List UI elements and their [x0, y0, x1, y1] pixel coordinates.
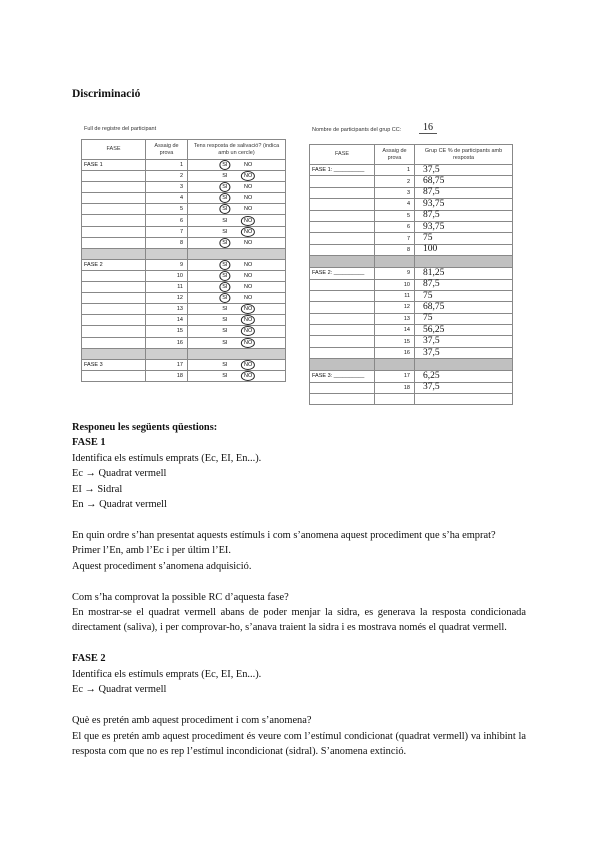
- trial-number: 4: [146, 193, 188, 204]
- fase1-identify: Identifica els estímuls emprats (Ec, EI, En...).: [72, 452, 262, 464]
- left-table-caption: Full de registre del participant: [84, 126, 157, 132]
- percent-value: 100: [415, 244, 513, 255]
- table-row: [82, 160, 286, 171]
- fase-cell: [82, 226, 146, 237]
- response-cell: [188, 226, 286, 237]
- response-cell: [188, 370, 286, 381]
- yes-option: SI: [219, 238, 230, 248]
- table-row: [82, 359, 286, 370]
- response-cell: [188, 237, 286, 248]
- fase-cell: [310, 336, 375, 347]
- fase-cell: [82, 215, 146, 226]
- no-option: NO: [244, 272, 253, 279]
- no-option: NO: [241, 216, 255, 226]
- response-cell: [188, 171, 286, 182]
- trial-number: 3: [146, 182, 188, 193]
- table-row: [310, 244, 513, 255]
- fase-cell: [310, 382, 375, 393]
- trial-number: 9: [375, 268, 415, 279]
- table-row: [310, 165, 513, 176]
- fase-cell: [310, 279, 375, 290]
- no-option: NO: [244, 162, 253, 169]
- yes-option: SI: [219, 293, 230, 303]
- percent-value: 93,75: [415, 221, 513, 232]
- no-option: NO: [244, 261, 253, 268]
- trial-number: 16: [375, 347, 415, 358]
- fase-cell: [310, 290, 375, 301]
- response-cell: [188, 182, 286, 193]
- yes-option: SI: [222, 328, 228, 335]
- fase-cell: [310, 176, 375, 187]
- trial-number: 16: [146, 337, 188, 348]
- no-option: NO: [244, 195, 253, 202]
- fase2-identify: Identifica els estímuls emprats (Ec, EI, En...).: [72, 668, 262, 680]
- fase-cell: [310, 313, 375, 324]
- no-option: NO: [241, 371, 255, 381]
- trial-number: 18: [375, 382, 415, 393]
- yes-option: SI: [219, 193, 230, 203]
- question-aim: Què es pretén amb aquest procediment i com s’anomena?: [72, 715, 312, 727]
- no-option: NO: [241, 227, 255, 237]
- fase-cell: [82, 270, 146, 281]
- no-option: NO: [241, 360, 255, 370]
- no-option: NO: [241, 326, 255, 336]
- percent-value: 75: [415, 233, 513, 244]
- fase1-heading: FASE 1: [72, 437, 106, 449]
- trial-number: 13: [375, 313, 415, 324]
- trial-number: 6: [375, 221, 415, 232]
- left-table-header: [82, 140, 286, 160]
- table-row: [310, 336, 513, 347]
- trial-number: 5: [375, 210, 415, 221]
- response-cell: [188, 215, 286, 226]
- table-row: [82, 304, 286, 315]
- fase-cell: [82, 326, 146, 337]
- yes-option: SI: [219, 260, 230, 270]
- yes-option: SI: [222, 361, 228, 368]
- table-row: [310, 347, 513, 358]
- fase-cell: [82, 370, 146, 381]
- no-option: NO: [244, 284, 253, 291]
- table-row: [82, 315, 286, 326]
- trial-number: 15: [146, 326, 188, 337]
- no-option: NO: [244, 295, 253, 302]
- right-table-caption: Nombre de participants del grup CC:: [312, 127, 402, 133]
- fase-cell: FASE 1: __________: [310, 165, 375, 176]
- fase-cell: [82, 304, 146, 315]
- table-row: [310, 382, 513, 393]
- percent-value: 37,5: [415, 165, 513, 176]
- right-header-cell: FASE: [310, 145, 375, 165]
- fase-cell: FASE 3: __________: [310, 371, 375, 382]
- trial-number: 12: [375, 302, 415, 313]
- yes-option: SI: [222, 372, 228, 379]
- table-row: [82, 326, 286, 337]
- no-option: NO: [241, 338, 255, 348]
- fase-cell: [82, 237, 146, 248]
- table-row: [82, 204, 286, 215]
- table-row: [82, 193, 286, 204]
- trial-number: 14: [146, 315, 188, 326]
- response-cell: [188, 193, 286, 204]
- fase-cell: [82, 282, 146, 293]
- question-order: En quin ordre s’han presentat aquests estímuls i com s’anomena aquest procediment que s’ha emprat?: [72, 529, 496, 541]
- response-cell: [188, 337, 286, 348]
- table-row: [82, 171, 286, 182]
- table-row: [310, 325, 513, 336]
- table-row: [310, 233, 513, 244]
- table-row: [310, 176, 513, 187]
- yes-option: SI: [219, 204, 230, 214]
- no-option: NO: [241, 304, 255, 314]
- yes-option: SI: [222, 306, 228, 313]
- questions-heading: Responeu les següents qüestions:: [72, 422, 218, 433]
- answer-order-2: Aquest procediment s’anomena adquisició.: [72, 560, 252, 572]
- table-row: [82, 237, 286, 248]
- percent-value: 37,5: [415, 336, 513, 347]
- percent-value: 87,5: [415, 210, 513, 221]
- participant-record-table: [81, 139, 286, 382]
- yes-option: SI: [219, 271, 230, 281]
- group-ce-table: [309, 144, 513, 405]
- table-row: [82, 215, 286, 226]
- yes-option: SI: [222, 173, 228, 180]
- fase-cell: [82, 315, 146, 326]
- percent-value: 37,5: [415, 382, 513, 393]
- response-cell: [188, 315, 286, 326]
- trial-number: 10: [146, 270, 188, 281]
- table-row: [82, 282, 286, 293]
- left-header-cell: Assaig de prova: [146, 140, 188, 160]
- question-rc: Com s’ha comprovat la possible RC d’aquesta fase?: [72, 591, 289, 603]
- trial-number: 7: [375, 233, 415, 244]
- fase1-ec: Ec → Quadrat vermell: [72, 468, 167, 480]
- table-row: [310, 279, 513, 290]
- no-option: NO: [241, 315, 255, 325]
- table-row: [82, 226, 286, 237]
- response-cell: [188, 204, 286, 215]
- answer-aim: El que es pretén amb aquest procediment és veure com l’estímul condicionat (quadrat vermell) va inhibint la resposta com que no es rep l’estímul incondicionat (sidral). S’anomena extinció.: [72, 730, 526, 757]
- table-row: [82, 259, 286, 270]
- answer-rc: En mostrar-se el quadrat vermell abans de poder menjar la sidra, es generava la resposta condicionada directament (saliva), i per comprovar-ho, s’anava traient la sidra i es mostrava només el quadrat vermell.: [72, 607, 526, 634]
- trial-number: 11: [146, 282, 188, 293]
- percent-value: 81,25: [415, 268, 513, 279]
- table-row: [82, 337, 286, 348]
- response-cell: [188, 160, 286, 171]
- trial-number: 1: [375, 165, 415, 176]
- left-header-cell: FASE: [82, 140, 146, 160]
- right-header-cell: Grup CE % de participants amb resposta: [415, 145, 513, 165]
- percent-value: 93,75: [415, 199, 513, 210]
- table-row: [310, 268, 513, 279]
- trial-number: 3: [375, 187, 415, 198]
- response-cell: [188, 359, 286, 370]
- percent-value: 37,5: [415, 347, 513, 358]
- fase-cell: [82, 171, 146, 182]
- separator-row: [310, 359, 513, 371]
- separator-row: [82, 348, 286, 359]
- trial-number: 18: [146, 370, 188, 381]
- fase1-ei: EI → Sidral: [72, 483, 123, 495]
- fase-cell: [310, 221, 375, 232]
- table-row: [82, 370, 286, 381]
- yes-option: SI: [219, 182, 230, 192]
- fase-cell: [82, 193, 146, 204]
- trial-number: 4: [375, 199, 415, 210]
- table-row: [310, 221, 513, 232]
- separator-row: [82, 248, 286, 259]
- trial-number: 15: [375, 336, 415, 347]
- no-option: NO: [241, 171, 255, 181]
- response-cell: [188, 293, 286, 304]
- percent-value: 56,25: [415, 325, 513, 336]
- response-cell: [188, 270, 286, 281]
- yes-option: SI: [222, 228, 228, 235]
- yes-option: SI: [222, 317, 228, 324]
- trial-number: 10: [375, 279, 415, 290]
- percent-value: 87,5: [415, 187, 513, 198]
- trial-number: 1: [146, 160, 188, 171]
- table-row: [82, 182, 286, 193]
- percent-value: 68,75: [415, 176, 513, 187]
- fase-cell: [82, 337, 146, 348]
- trial-number: 11: [375, 290, 415, 301]
- trial-number: 13: [146, 304, 188, 315]
- fase-cell: [310, 210, 375, 221]
- trial-number: 7: [146, 226, 188, 237]
- fase-cell: [82, 182, 146, 193]
- yes-option: SI: [219, 160, 230, 170]
- trial-number: 9: [146, 259, 188, 270]
- table-row: [310, 210, 513, 221]
- response-cell: [188, 304, 286, 315]
- table-row: [310, 313, 513, 324]
- fase-cell: [310, 325, 375, 336]
- table-row: [310, 199, 513, 210]
- trial-number: 17: [146, 359, 188, 370]
- trial-number: 8: [375, 244, 415, 255]
- right-header-cell: Assaig de prova: [375, 145, 415, 165]
- percent-value: 68,75: [415, 302, 513, 313]
- fase-cell: FASE 2: [82, 259, 146, 270]
- empty-row: [310, 394, 513, 405]
- trial-number: 2: [375, 176, 415, 187]
- fase-cell: [82, 204, 146, 215]
- percent-value: 6,25: [415, 371, 513, 382]
- table-row: [82, 270, 286, 281]
- fase-cell: [82, 293, 146, 304]
- table-row: [310, 302, 513, 313]
- trial-number: 5: [146, 204, 188, 215]
- fase2-heading: FASE 2: [72, 653, 106, 665]
- no-option: NO: [244, 206, 253, 213]
- percent-value: 75: [415, 290, 513, 301]
- table-row: [310, 187, 513, 198]
- page-title: Discriminació: [72, 88, 141, 100]
- response-cell: [188, 259, 286, 270]
- fase-cell: [310, 302, 375, 313]
- response-cell: [188, 326, 286, 337]
- separator-row: [310, 256, 513, 268]
- no-option: NO: [244, 184, 253, 191]
- yes-option: SI: [222, 217, 228, 224]
- fase1-en: En → Quadrat vermell: [72, 499, 167, 511]
- fase-cell: FASE 1: [82, 160, 146, 171]
- participants-count: 16: [419, 122, 437, 134]
- table-row: [82, 293, 286, 304]
- percent-value: 87,5: [415, 279, 513, 290]
- right-table-header: [310, 145, 513, 165]
- fase-cell: [310, 199, 375, 210]
- fase-cell: FASE 2: __________: [310, 268, 375, 279]
- trial-number: 17: [375, 371, 415, 382]
- yes-option: SI: [219, 282, 230, 292]
- trial-number: 12: [146, 293, 188, 304]
- trial-number: 14: [375, 325, 415, 336]
- fase2-ec: Ec → Quadrat vermell: [72, 684, 167, 696]
- yes-option: SI: [222, 339, 228, 346]
- table-row: [310, 290, 513, 301]
- no-option: NO: [244, 239, 253, 246]
- fase-cell: [310, 187, 375, 198]
- fase-cell: FASE 3: [82, 359, 146, 370]
- trial-number: 2: [146, 171, 188, 182]
- answer-order-1: Primer l’En, amb l’Ec i per últim l’EI.: [72, 545, 231, 557]
- response-cell: [188, 282, 286, 293]
- fase-cell: [310, 244, 375, 255]
- trial-number: 6: [146, 215, 188, 226]
- table-row: [310, 371, 513, 382]
- percent-value: 75: [415, 313, 513, 324]
- questions-section: [72, 420, 526, 759]
- left-header-cell: Tens resposta de salivació? (indica amb un cercle): [188, 140, 286, 160]
- fase-cell: [310, 347, 375, 358]
- trial-number: 8: [146, 237, 188, 248]
- fase-cell: [310, 233, 375, 244]
